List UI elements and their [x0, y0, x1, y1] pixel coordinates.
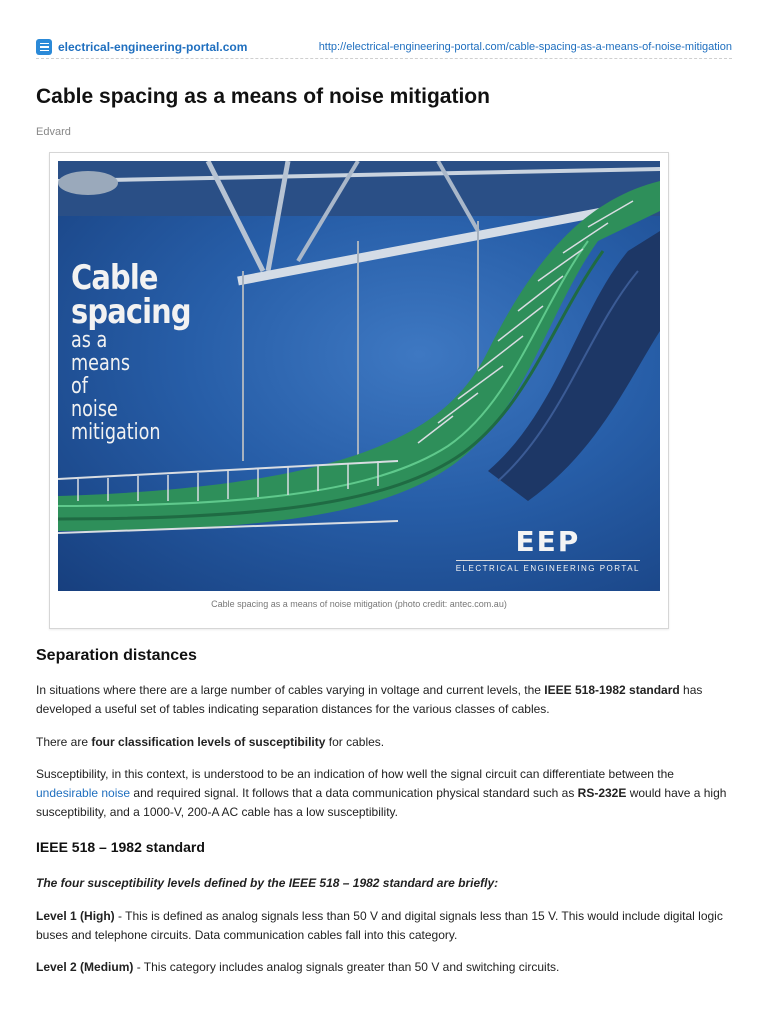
- bold-text: Level 2 (Medium): [36, 960, 134, 974]
- text-span: - This is defined as analog signals less than 50 V and digital signals less than 15 V. This would include digital logic buses and telephone circuits. Data communication cables fall into this category.: [36, 909, 723, 942]
- paragraph-intro: [36, 681, 736, 719]
- overlay-line: Cable: [71, 258, 158, 298]
- article-title: Cable spacing as a means of noise mitigation: [36, 85, 490, 108]
- eep-logo-subtitle: ELECTRICAL ENGINEERING PORTAL: [456, 560, 640, 573]
- bold-text: RS-232E: [577, 786, 627, 800]
- section-heading-separation: Separation distances: [36, 647, 197, 664]
- text-span: would have a high susceptibility, and a 1000-V, 200-A AC cable has a low susceptibility.: [36, 786, 727, 819]
- text-span: for cables.: [325, 735, 385, 749]
- bold-text: four classification levels of susceptibility: [91, 735, 326, 749]
- cable-tray-photo: [58, 161, 660, 591]
- overlay-line: as a: [71, 328, 108, 353]
- levels-intro: The four susceptibility levels defined by the IEEE 518 – 1982 standard are briefly:: [36, 876, 499, 890]
- text-span: - This category includes analog signals greater than 50 V and switching circuits.: [133, 960, 560, 974]
- header-bar: [36, 36, 732, 58]
- text-span: and required signal. It follows that a data communication physical standard such as: [130, 786, 578, 800]
- eep-logo-text: EEP: [515, 525, 581, 558]
- text-span: In situations where there are a large number of cables varying in voltage and current levels, the: [36, 683, 545, 697]
- text-span: There are: [36, 735, 92, 749]
- level-2-paragraph: [36, 958, 736, 977]
- paragraph-levels: [36, 733, 736, 752]
- undesirable-noise-link[interactable]: undesirable noise: [36, 786, 131, 800]
- article-figure: [49, 152, 669, 629]
- eep-logo: [456, 525, 640, 573]
- paragraph-susceptibility: [36, 765, 736, 822]
- text-span: has developed a useful set of tables indicating separation distances for the various classes of cables.: [36, 683, 703, 716]
- overlay-line: spacing: [71, 292, 191, 332]
- site-brand[interactable]: [36, 39, 247, 55]
- text-span: Susceptibility, in this context, is understood to be an indication of how well the signal circuit can differentiate between the: [36, 767, 674, 781]
- document-icon: [36, 39, 52, 55]
- overlay-line: noise: [71, 397, 118, 423]
- photo-overlay-title: [71, 258, 212, 446]
- bold-text: Level 1 (High): [36, 909, 115, 923]
- header-divider: [36, 58, 732, 59]
- site-name[interactable]: electrical-engineering-portal.com: [58, 40, 248, 54]
- overlay-line: means: [71, 351, 131, 377]
- page-url-link[interactable]: http://electrical-engineering-portal.com/cable-spacing-as-a-means-of-noise-mitigation: [318, 41, 732, 53]
- bold-text: IEEE 518-1982 standard: [544, 683, 680, 697]
- overlay-line: of: [71, 374, 88, 400]
- section-heading-ieee: IEEE 518 – 1982 standard: [36, 839, 205, 855]
- level-1-paragraph: [36, 907, 736, 945]
- figure-caption: Cable spacing as a means of noise mitigation (photo credit: antec.com.au): [211, 599, 507, 609]
- author-name: Edvard: [36, 126, 71, 138]
- overlay-line: mitigation: [71, 420, 161, 446]
